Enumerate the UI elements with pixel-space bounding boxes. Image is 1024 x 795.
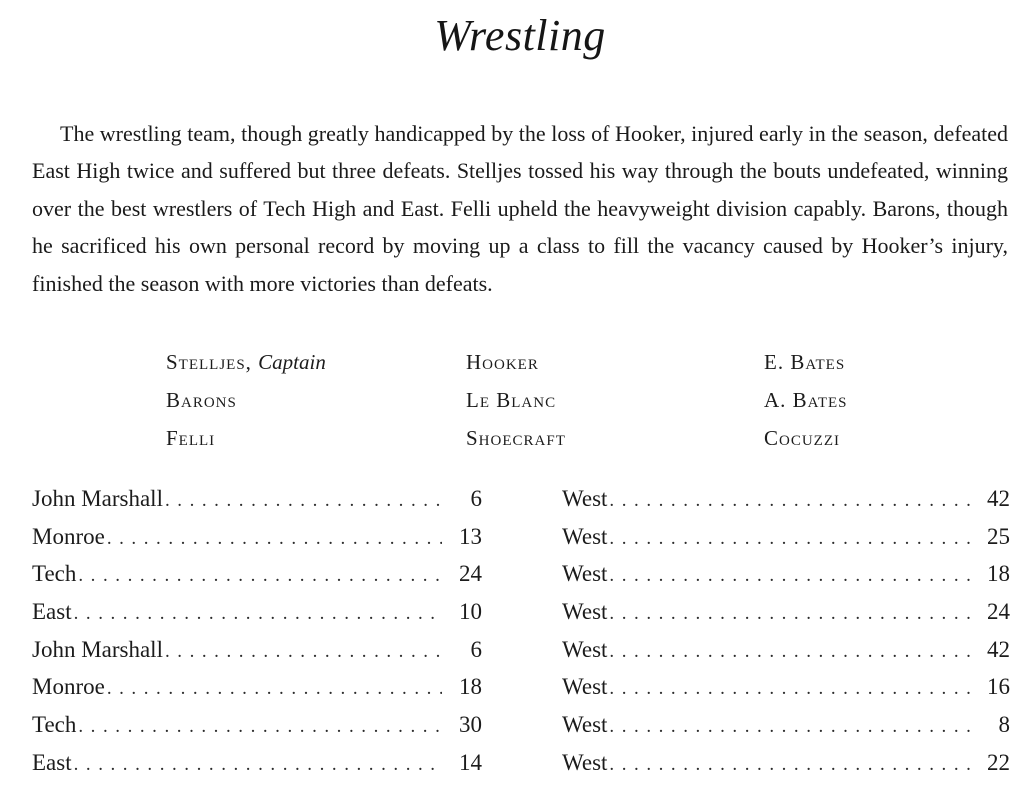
west-row	[562, 555, 1010, 593]
team-score: 6	[470, 636, 482, 662]
wrestler-name: E. Bates	[764, 350, 846, 374]
team-name: West	[562, 749, 608, 775]
team-name: West	[562, 486, 608, 511]
dot-leader	[78, 557, 442, 595]
opponent-row	[32, 555, 482, 593]
team-name: Monroe	[32, 523, 105, 549]
wrestler-name: Le Blanc	[466, 388, 557, 412]
team-name: West	[562, 599, 608, 625]
wrestler-name: A. Bates	[764, 388, 848, 412]
team-score: 6	[470, 486, 482, 511]
team-name: Monroe	[32, 674, 105, 700]
wrestler-name: Stelljes,	[166, 350, 252, 374]
team-score: 18	[459, 674, 482, 700]
wrestler-name: Shoecraft	[466, 426, 566, 450]
team-score: 13	[459, 523, 482, 549]
roster-entry	[466, 419, 566, 457]
west-row	[562, 518, 1010, 556]
opponent-row	[32, 744, 482, 782]
team-score: 22	[987, 749, 1010, 775]
team-score: 18	[987, 561, 1010, 587]
roster-entry	[764, 343, 848, 381]
team-name: West	[562, 523, 608, 549]
roster-entry	[764, 419, 848, 457]
team-name: John Marshall	[32, 636, 163, 662]
team-name: West	[562, 636, 608, 662]
roster-entry	[166, 381, 326, 419]
roster-column-3	[764, 343, 848, 457]
team-name: West	[562, 561, 608, 587]
dot-leader	[609, 670, 970, 708]
dot-leader	[107, 520, 442, 558]
west-row	[562, 631, 1010, 669]
dot-leader	[609, 520, 970, 558]
team-score: 42	[987, 486, 1010, 511]
west-row	[562, 480, 1010, 518]
team-score: 10	[459, 599, 482, 625]
west-row	[562, 706, 1010, 744]
west-scores-column	[562, 480, 1010, 782]
dot-leader	[165, 482, 442, 520]
team-name: West	[562, 712, 608, 738]
team-name: Tech	[32, 712, 77, 738]
dot-leader	[74, 595, 442, 633]
opponent-row	[32, 668, 482, 706]
west-row	[562, 668, 1010, 706]
dot-leader	[609, 482, 970, 520]
team-score: 24	[987, 599, 1010, 625]
team-name: John Marshall	[32, 486, 163, 511]
west-row	[562, 593, 1010, 631]
team-name: Tech	[32, 561, 77, 587]
roster-entry	[466, 343, 566, 381]
wrestler-name: Barons	[166, 388, 237, 412]
west-row	[562, 744, 1010, 782]
wrestler-name: Hooker	[466, 350, 539, 374]
opponent-row	[32, 480, 482, 518]
roster-entry	[166, 343, 326, 381]
team-score: 42	[987, 636, 1010, 662]
dot-leader	[609, 746, 970, 784]
roster-entry	[764, 381, 848, 419]
team-name: East	[32, 749, 72, 775]
team-score: 24	[459, 561, 482, 587]
opponent-row	[32, 631, 482, 669]
opponent-row	[32, 593, 482, 631]
dot-leader	[609, 633, 970, 671]
roster-column-1	[166, 343, 326, 457]
dot-leader	[74, 746, 442, 784]
dot-leader	[609, 557, 970, 595]
dot-leader	[78, 708, 442, 746]
opponent-row	[32, 706, 482, 744]
intro-paragraph: The wrestling team, though greatly handicapped by the loss of Hooker, injured early in the season, defeated East High twice and suffered but three defeats. Stelljes tossed his way through the bouts undefeated, winning over the best wrestlers of Tech High and East. Felli upheld the heavyweight division capably. Barons, though he sacrificed his own personal record by moving up a class to fill the vacancy caused by Hooker’s injury, finished the season with more victories than defeats.	[32, 121, 1008, 296]
opponent-row	[32, 518, 482, 556]
opponent-scores-column	[32, 480, 482, 782]
wrestler-role: Captain	[258, 350, 326, 374]
team-roster	[0, 343, 1024, 463]
team-score: 25	[987, 523, 1010, 549]
team-score: 16	[987, 674, 1010, 700]
team-score: 30	[459, 712, 482, 738]
roster-entry	[466, 381, 566, 419]
wrestler-name: Cocuzzi	[764, 426, 840, 450]
team-score: 14	[459, 749, 482, 775]
team-name: West	[562, 674, 608, 700]
dot-leader	[107, 670, 442, 708]
team-score: 8	[998, 712, 1010, 738]
team-name: East	[32, 599, 72, 625]
dot-leader	[609, 708, 970, 746]
dot-leader	[609, 595, 970, 633]
roster-column-2	[466, 343, 566, 457]
dot-leader	[165, 633, 442, 671]
wrestler-name: Felli	[166, 426, 216, 450]
roster-entry	[166, 419, 326, 457]
page-title: Wrestling	[434, 11, 606, 60]
